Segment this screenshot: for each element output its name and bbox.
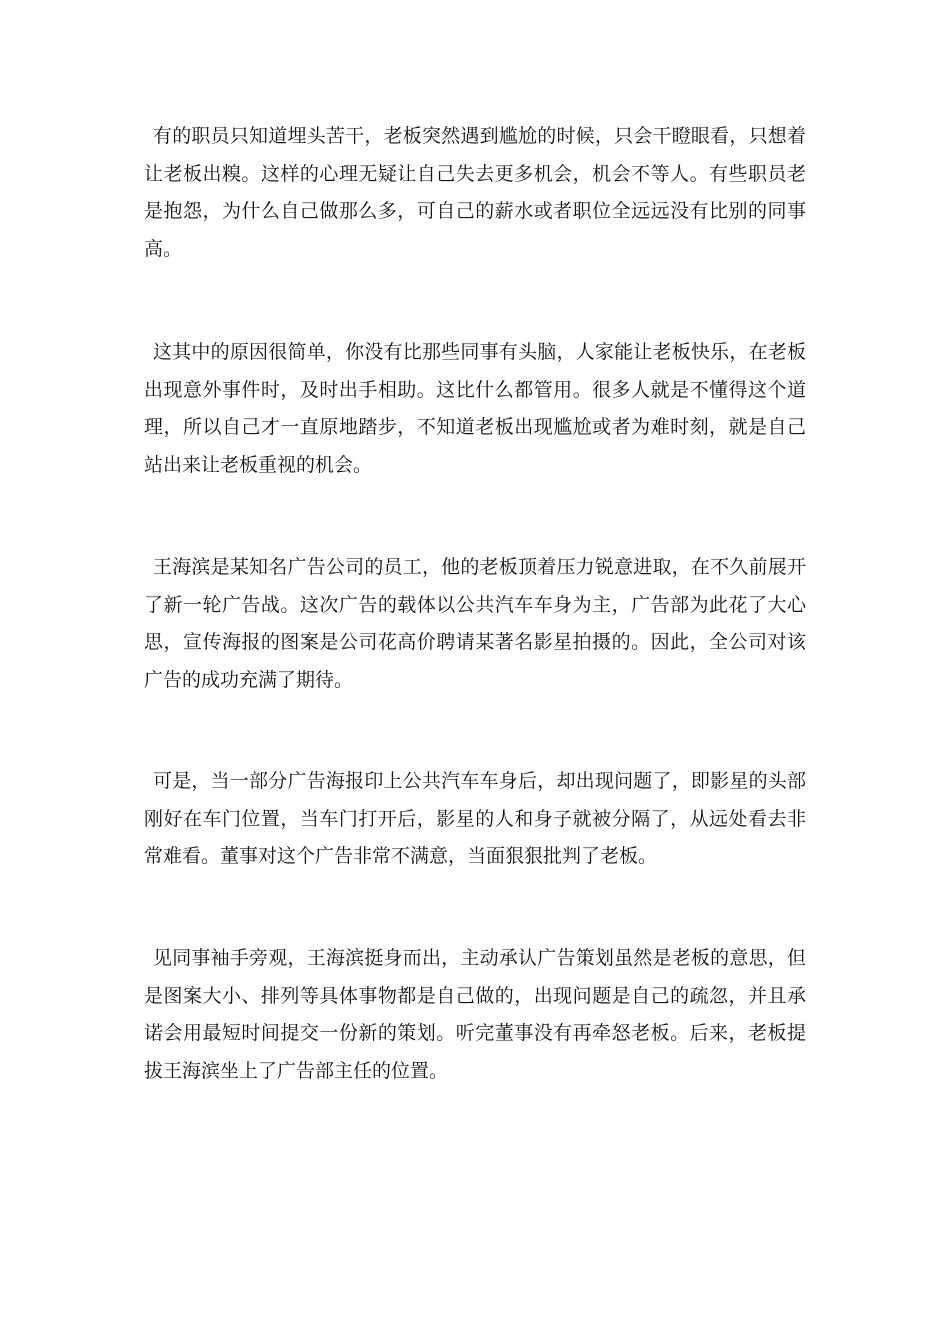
paragraph-5: 见同事袖手旁观，王海滨挺身而出，主动承认广告策划虽然是老板的意思，但是图案大小、排列等具体事物都是自己做的，出现问题是自己的疏忽，并且承诺会用最短时间提交一份新的策划。听完董事没有再牵怒老板。后来，老板提拔王海滨坐上了广告部主任的位置。 <box>144 947 806 1082</box>
paragraph-1: 有的职员只知道埋头苦干，老板突然遇到尴尬的时候，只会干瞪眼看，只想着让老板出糗。这样的心理无疑让自己失去更多机会，机会不等人。有些职员老是抱怨，为什么自己做那么多，可自己的薪水或者职位全远远没有比别的同事高。 <box>144 125 806 260</box>
paragraph-3: 王海滨是某知名广告公司的员工，他的老板顶着压力锐意进取，在不久前展开了新一轮广告战。这次广告的载体以公共汽车车身为主，广告部为此花了大心思，宣传海报的图案是公司花高价聘请某著名影星拍摄的。因此，全公司对该广告的成功充满了期待。 <box>144 556 806 691</box>
paragraph-2: 这其中的原因很简单，你没有比那些同事有头脑，人家能让老板快乐，在老板出现意外事件时，及时出手相助。这比什么都管用。很多人就是不懂得这个道理，所以自己才一直原地踏步，不知道老板出现尴尬或者为难时刻，就是自己站出来让老板重视的机会。 <box>144 341 806 476</box>
paragraph-4: 可是，当一部分广告海报印上公共汽车车身后，却出现问题了，即影星的头部刚好在车门位置，当车门打开后，影星的人和身子就被分隔了，从远处看去非常难看。董事对这个广告非常不满意，当面狠狠批判了老板。 <box>144 770 806 867</box>
